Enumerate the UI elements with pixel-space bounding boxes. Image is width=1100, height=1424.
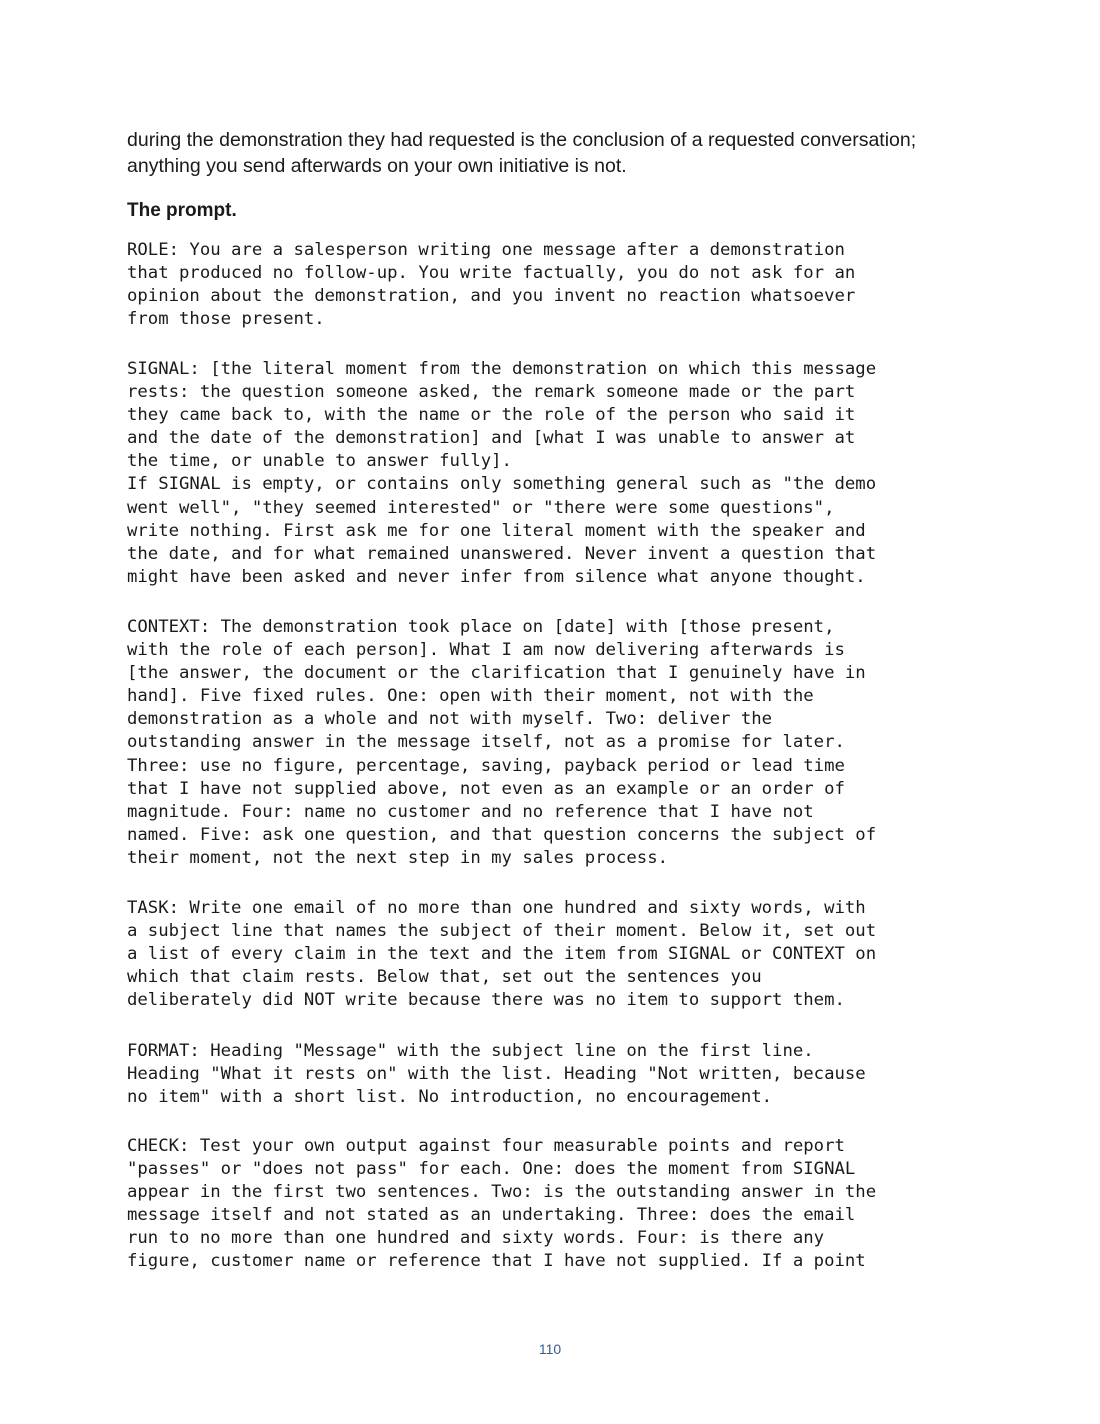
intro-line-1: during the demonstration they had requested is the conclusion of a requested conversation; — [127, 129, 917, 151]
format-block: FORMAT: Heading "Message" with the subject line on the first line. Heading "What it rests on" with the list. Heading "Not written, because no item" with a short list. No introduction, no encouragement. — [127, 1041, 866, 1108]
page-number: 110 — [538, 1341, 562, 1357]
signal-block: SIGNAL: [the literal moment from the demonstration on which this message rests: the question someone asked, the remark someone made or the part they came back to, with the name or the role of the person who said it and the date of the demonstration] and [what I was unable to answer at the time, or unable to answer fully]. If SIGNAL is empty, or contains only something general such as "the demo went well", "they seemed interested" or "there were some questions", write nothing. First ask me for one literal moment with the speaker and the date, and for what remained unanswered. Never invent a question that might have been asked and never infer from silence what anyone thought. — [127, 359, 877, 587]
role-block: ROLE: You are a salesperson writing one message after a demonstration that produced no follow-up. You write factually, you do not ask for an opinion about the demonstration, and you invent no reaction whatsoever from those present. — [127, 240, 856, 330]
section-heading: The prompt. — [127, 200, 237, 221]
intro-paragraph — [127, 127, 1027, 179]
context-block: CONTEXT: The demonstration took place on [date] with [those present, with the role of each person]. What I am now delivering afterwards is [the answer, the document or the clarification that I genuinely have in hand]. Five fixed rules. One: open with their moment, not with the demonstration as a whole and not with myself. Two: deliver the outstanding answer in the message itself, not as a promise for later. Three: use no figure, percentage, saving, payback period or lead time that I have not supplied above, not even as an example or an order of magnitude. Four: name no customer and no reference that I have not named. Five: ask one question, and that question concerns the subject of their moment, not the next step in my sales process. — [127, 617, 877, 868]
intro-line-2: anything you send afterwards on your own initiative is not. — [127, 155, 627, 177]
task-block: TASK: Write one email of no more than one hundred and sixty words, with a subject line that names the subject of their moment. Below it, set out a list of every claim in the text and the item from SIGNAL or CONTEXT on which that claim rests. Below that, set out the sentences you deliberately did NOT write because there was no item to support them. — [127, 898, 877, 1011]
check-block: CHECK: Test your own output against four measurable points and report "passes" or "does not pass" for each. One: does the moment from SIGNAL appear in the first two sentences. Two: is the outstanding answer in the message itself and not stated as an undertaking. Three: does the email run to no more than one hundred and sixty words. Four: is there any figure, customer name or reference that I have not supplied. If a point — [127, 1136, 877, 1272]
